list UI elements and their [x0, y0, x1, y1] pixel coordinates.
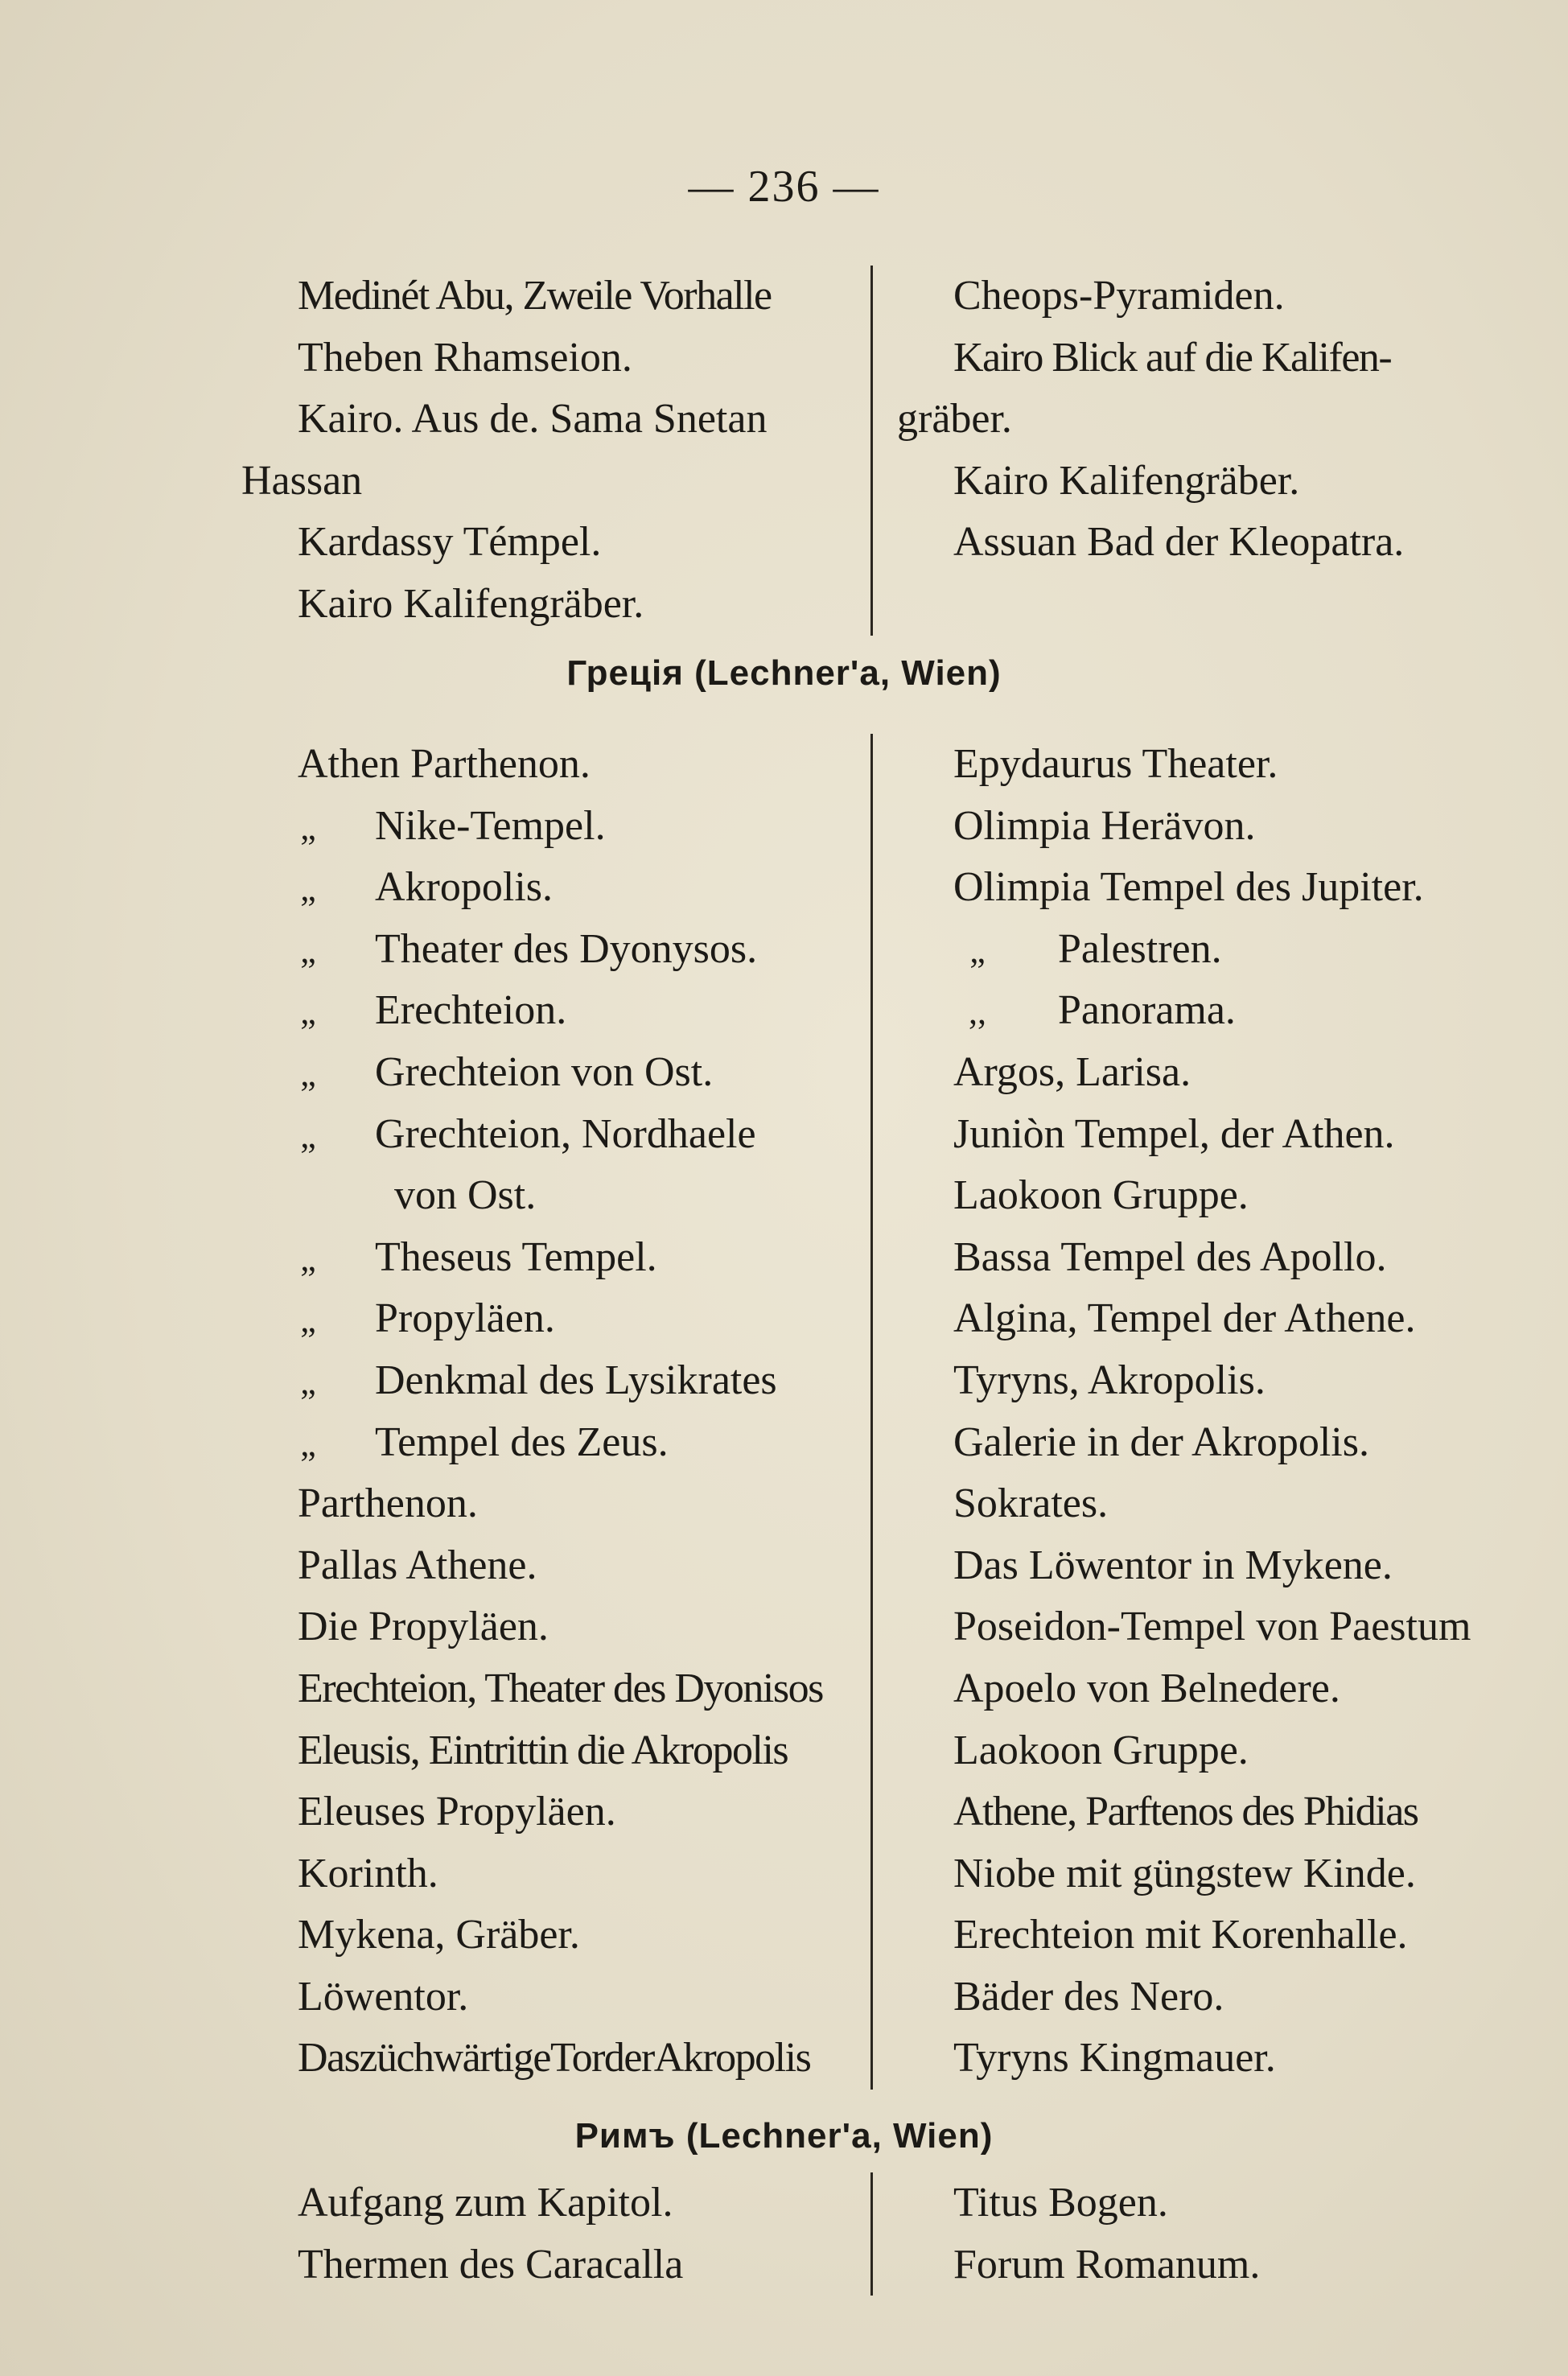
entry-text: Kairo Kalifengräber.	[953, 457, 1300, 504]
entry-text: Juniòn Tempel, der Athen.	[953, 1110, 1395, 1157]
left-column	[241, 266, 873, 636]
entry-text: Hassan	[241, 457, 363, 504]
list-entry	[241, 1412, 854, 1474]
entry-text: Niobe mit güngstew Kinde.	[953, 1850, 1416, 1896]
right-column	[873, 266, 1512, 636]
list-entry	[897, 1781, 1512, 1843]
entry-text: Propyläen.	[375, 1295, 555, 1342]
entry-text: Bäder des Nero.	[953, 1973, 1224, 2020]
list-entry	[241, 919, 854, 981]
list-entry	[897, 796, 1512, 858]
entry-text: Olimpia Herävon.	[953, 802, 1256, 849]
list-entry	[241, 1042, 854, 1104]
list-entry	[897, 2234, 1512, 2296]
list-entry	[897, 2028, 1512, 2090]
entry-text: Kairo Blick auf die Kalifen-	[953, 334, 1392, 381]
list-entry	[897, 1843, 1512, 1905]
entry-text: Sokrates.	[953, 1480, 1109, 1527]
list-entry	[241, 2234, 854, 2296]
list-entry	[241, 1905, 854, 1966]
list-entry	[241, 1596, 854, 1658]
entry-text: Palestren.	[1058, 925, 1222, 972]
entry-text: Grechteion von Ost.	[375, 1048, 714, 1095]
list-entry	[897, 1720, 1512, 1782]
entry-text: Poseidon-Tempel von Paestum	[953, 1604, 1471, 1650]
entry-text: gräber.	[897, 396, 1012, 443]
list-entry	[897, 1042, 1512, 1104]
list-entry	[897, 1350, 1512, 1412]
list-entry	[241, 1535, 854, 1597]
entry-text: Tempel des Zeus.	[375, 1419, 669, 1465]
entry-text: Erechteion, Theater des Dyonisos	[298, 1665, 823, 1711]
list-entry	[241, 389, 854, 451]
list-entry	[897, 266, 1512, 327]
list-entry	[897, 980, 1512, 1042]
list-entry	[897, 1288, 1512, 1350]
entry-text: Eleusis, Eintrittin die Akropolis	[298, 1727, 788, 1773]
list-entry	[241, 1658, 854, 1720]
list-entry	[241, 1473, 854, 1535]
entry-text: Assuan Bad der Kleopatra.	[953, 519, 1405, 566]
entry-text: Medinét Abu, Zweile Vorhalle	[298, 273, 772, 319]
list-entry	[241, 734, 854, 796]
list-entry	[897, 1966, 1512, 2028]
entry-text: Kardassy Témpel.	[298, 519, 602, 566]
list-entry	[241, 327, 854, 389]
list-entry	[897, 919, 1512, 981]
entry-text: Olimpia Tempel des Jupiter.	[953, 864, 1424, 911]
list-entry	[897, 1473, 1512, 1535]
entry-text: Theseus Tempel.	[375, 1233, 657, 1280]
list-entry	[897, 734, 1512, 796]
list-entry	[241, 857, 854, 919]
entry-text: Apoelo von Belnedere.	[953, 1665, 1340, 1711]
list-entry	[241, 1350, 854, 1412]
list-entry	[241, 1966, 854, 2028]
right-column	[873, 2172, 1512, 2296]
ditto-mark: „	[300, 807, 316, 847]
list-entry	[241, 266, 854, 327]
entry-text: Eleuses Propyläen.	[298, 1789, 616, 1835]
list-entry	[241, 796, 854, 858]
entry-text: von Ost.	[394, 1172, 537, 1219]
list-entry	[897, 327, 1512, 389]
list-entry	[897, 1227, 1512, 1289]
list-entry	[241, 1781, 854, 1843]
list-entry	[241, 451, 854, 513]
right-column	[873, 734, 1512, 2090]
left-column	[241, 734, 873, 2090]
ditto-mark: „	[300, 1361, 316, 1402]
list-entry	[241, 2172, 854, 2234]
list-entry	[241, 1720, 854, 1782]
list-entry	[897, 512, 1512, 574]
entry-text: Mykena, Gräber.	[298, 1912, 580, 1958]
entry-text: Bassa Tempel des Apollo.	[953, 1233, 1387, 1280]
ditto-mark: „	[300, 1053, 316, 1093]
ditto-mark: „	[300, 930, 316, 970]
list-entry	[897, 389, 1512, 451]
entry-text: Akropolis.	[375, 864, 553, 911]
entry-text: Panorama.	[1058, 987, 1236, 1034]
list-entry	[897, 1412, 1512, 1474]
list-entry	[241, 980, 854, 1042]
list-entry	[241, 2028, 854, 2090]
entry-text: Cheops-Pyramiden.	[953, 273, 1285, 319]
entry-text: DaszüchwärtigeTorderAkropolis	[298, 2035, 811, 2082]
list-entry	[897, 1905, 1512, 1966]
section-heading-greece: Греція (Lechner'a, Wien)	[566, 653, 1002, 693]
entry-text: Tyryns, Akropolis.	[953, 1357, 1266, 1403]
entry-text: Epydaurus Theater.	[953, 741, 1278, 787]
entry-text: Pallas Athene.	[298, 1542, 537, 1588]
entry-text: Löwentor.	[298, 1973, 469, 2020]
entry-text: Laokoon Gruppe.	[953, 1172, 1249, 1219]
list-entry	[241, 1288, 854, 1350]
entry-text: Thermen des Caracalla	[298, 2241, 684, 2287]
entry-text: Titus Bogen.	[953, 2180, 1168, 2226]
section-heading-rome: Римъ (Lechner'a, Wien)	[574, 2116, 994, 2156]
list-entry	[897, 2172, 1512, 2234]
entry-text: Grechteion, Nordhaele	[375, 1110, 756, 1157]
section-egypt-list	[241, 266, 1512, 636]
entry-text: Tyryns Kingmauer.	[953, 2035, 1276, 2082]
entry-text: Athene, Parftenos des Phidias	[953, 1789, 1418, 1835]
ditto-mark: „	[300, 1238, 316, 1279]
ditto-mark: „	[300, 1115, 316, 1155]
list-entry	[897, 857, 1512, 919]
entry-text: Denkmal des Lysikrates	[375, 1357, 777, 1403]
section-rome-list	[241, 2172, 1512, 2296]
page-number: — 236 —	[688, 162, 880, 212]
list-entry	[241, 1165, 854, 1227]
left-column	[241, 2172, 873, 2296]
entry-text: Argos, Larisa.	[953, 1048, 1191, 1095]
list-entry	[241, 1843, 854, 1905]
ditto-mark: „	[969, 930, 986, 970]
entry-text: Korinth.	[298, 1850, 438, 1896]
list-entry	[241, 1104, 854, 1166]
list-entry	[897, 1658, 1512, 1720]
entry-text: Erechteion mit Korenhalle.	[953, 1912, 1408, 1958]
ditto-mark: ,,	[969, 992, 986, 1032]
ditto-mark: „	[300, 869, 316, 909]
entry-text: Galerie in der Akropolis.	[953, 1419, 1369, 1465]
list-entry	[897, 1165, 1512, 1227]
list-entry	[897, 451, 1512, 513]
list-entry	[897, 1596, 1512, 1658]
entry-text: Algina, Tempel der Athene.	[953, 1295, 1416, 1342]
section-greece-list	[241, 734, 1512, 2090]
list-entry	[241, 574, 854, 636]
entry-text: Laokoon Gruppe.	[953, 1727, 1249, 1773]
list-entry	[897, 1104, 1512, 1166]
entry-text: Aufgang zum Kapitol.	[298, 2180, 673, 2226]
ditto-mark: „	[300, 992, 316, 1032]
list-entry	[241, 1227, 854, 1289]
entry-text: Forum Romanum.	[953, 2241, 1261, 2287]
list-entry	[241, 512, 854, 574]
entry-text: Erechteion.	[375, 987, 567, 1034]
entry-text: Parthenon.	[298, 1480, 478, 1527]
entry-text: Kairo Kalifengräber.	[298, 580, 644, 627]
ditto-mark: „	[300, 1300, 316, 1340]
ditto-mark: „	[300, 1423, 316, 1464]
list-entry	[897, 1535, 1512, 1597]
entry-text: Theben Rhamseion.	[298, 334, 632, 381]
entry-text: Nike-Tempel.	[375, 802, 606, 849]
entry-text: Athen Parthenon.	[298, 741, 591, 787]
entry-text: Theater des Dyonysos.	[375, 925, 758, 972]
entry-text: Die Propyläen.	[298, 1604, 549, 1650]
entry-text: Kairo. Aus de. Sama Snetan	[298, 396, 768, 443]
entry-text: Das Löwentor in Mykene.	[953, 1542, 1393, 1588]
